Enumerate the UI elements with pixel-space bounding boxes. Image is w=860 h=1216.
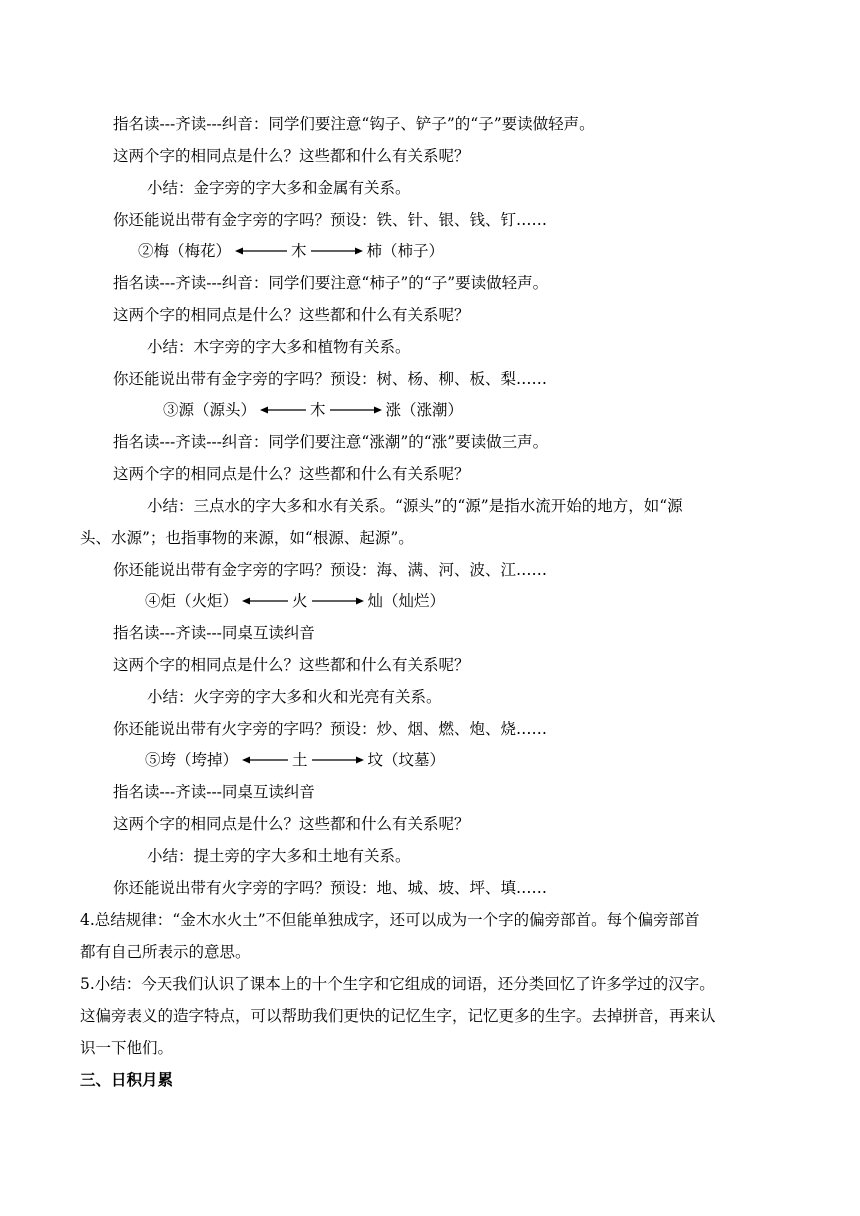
pair-left: ②梅（梅花） [138,242,232,260]
radical-pair [163,399,463,421]
summary-line: 小结：提土旁的字大多和土地有关系。 [147,847,411,865]
pair-left: ④炬（火炬） [145,592,239,610]
radical-pair [145,590,445,612]
section-4-line: 4.总结规律：“金木水火土”不但能单独成字，还可以成为一个字的偏旁部首。每个偏旁部首 [80,911,700,929]
pair-left: ③源（源头） [163,401,257,419]
pair-radical: 火 [292,592,308,610]
left-arrow-icon [242,596,288,606]
left-arrow-icon [260,405,306,415]
left-arrow-icon [235,246,287,256]
text-line: 你还能说出带有火字旁的字吗？预设：炒、烟、燃、炮、烧…… [113,720,548,738]
text-line: 指名读---齐读---纠音：同学们要注意“柿子”的“子”要读做轻声。 [113,274,549,292]
text-line: 指名读---齐读---纠音：同学们要注意“钩子、铲子”的“子”要读做轻声。 [113,115,595,133]
text-line: 指名读---齐读---同桌互读纠音 [113,624,315,642]
right-arrow-icon [312,596,364,606]
pair-radical: 木 [291,242,307,260]
pair-right: 灿（灿烂） [367,592,446,610]
text-line: 这两个字的相同点是什么？这些都和什么有关系呢？ [113,147,470,165]
text-line: 指名读---齐读---同桌互读纠音 [113,783,315,801]
text-line: 你还能说出带有金字旁的字吗？预设：铁、针、银、钱、钉…… [113,211,548,229]
text-line: 这两个字的相同点是什么？这些都和什么有关系呢？ [113,815,470,833]
summary-line-continued: 头、水源”；也指事物的来源，如“根源、起源”。 [80,529,414,547]
text-line: 指名读---齐读---纠音：同学们要注意“涨潮”的“涨”要读做三声。 [113,433,549,451]
section-5-line: 5.小结：今天我们认识了课本上的十个生字和它组成的词语，还分类回忆了许多学过的汉字。 [80,975,715,993]
pair-right: 柿（柿子） [366,242,445,260]
pair-radical: 土 [292,751,308,769]
summary-line: 小结：火字旁的字大多和火和光亮有关系。 [147,688,442,706]
text-line: 这两个字的相同点是什么？这些都和什么有关系呢？ [113,465,470,483]
pair-right: 涨（涨潮） [385,401,464,419]
right-arrow-icon [312,755,364,765]
pair-right: 坟（坟墓） [367,751,446,769]
summary-line: 小结：金字旁的字大多和金属有关系。 [147,179,411,197]
right-arrow-icon [311,246,363,256]
right-arrow-icon [330,405,382,415]
text-line: 你还能说出带有金字旁的字吗？预设：树、杨、柳、板、梨…… [113,370,548,388]
pair-radical: 木 [310,401,326,419]
summary-line: 小结：木字旁的字大多和植物有关系。 [147,338,411,356]
text-line: 你还能说出带有火字旁的字吗？预设：地、城、坡、坪、填…… [113,879,548,897]
section-5-line: 识一下他们。 [80,1039,174,1057]
text-line: 你还能说出带有金字旁的字吗？预设：海、满、河、波、江…… [113,561,548,579]
pair-left: ⑤垮（垮掉） [145,751,239,769]
section-heading: 三、日积月累 [80,1070,174,1089]
radical-pair [145,749,445,771]
section-5-line: 这偏旁表义的造字特点，可以帮助我们更快的记忆生字，记忆更多的生字。去掉拼音，再来认 [80,1007,716,1025]
text-line: 这两个字的相同点是什么？这些都和什么有关系呢？ [113,656,470,674]
text-line: 这两个字的相同点是什么？这些都和什么有关系呢？ [113,306,470,324]
summary-line: 小结：三点水的字大多和水有关系。“源头”的“源”是指水流开始的地方，如“源 [147,497,683,515]
left-arrow-icon [242,755,288,765]
section-4-line: 都有自己所表示的意思。 [80,943,251,961]
radical-pair [138,240,444,262]
